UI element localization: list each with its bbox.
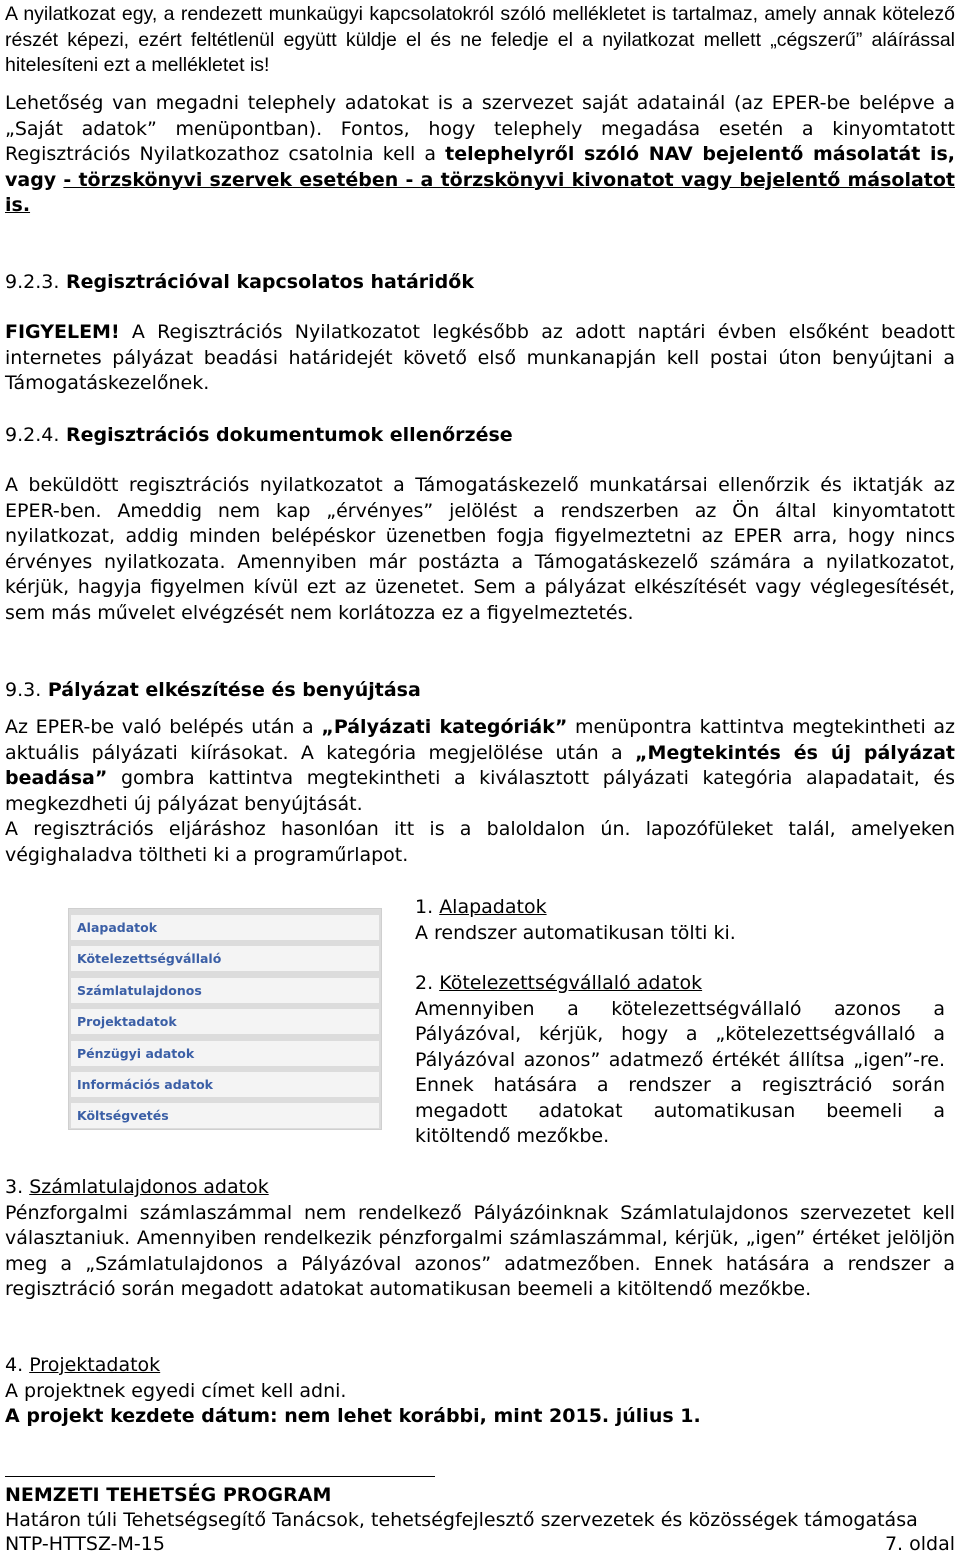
page-number: 7. oldal (884, 1533, 955, 1555)
tab-alapadatok[interactable]: Alapadatok (71, 915, 379, 940)
site-registry-bold-underline: - törzskönyvi szervek esetében - a törzskönyvi kivonatot vagy bejelentő másolatot is. (5, 168, 955, 216)
section-number: 9.2.4. (5, 424, 60, 446)
tab-penzugyi-adatok[interactable]: Pénzügyi adatok (71, 1041, 379, 1066)
step-2 (415, 971, 945, 1150)
form-tabs-panel (68, 908, 382, 1130)
step-number: 2. (415, 972, 434, 994)
tab-kotelezettsegvallalo[interactable]: Kötelezettségvállaló (71, 946, 379, 971)
tab-informacios-adatok[interactable]: Információs adatok (71, 1072, 379, 1097)
step-title: Kötelezettségvállaló adatok (439, 972, 703, 994)
deadline-text: A Regisztrációs Nyilatkozatot legkésőbb az adott naptári évben elsőként beadott internetes pályázat beadási határidejét követő első munkanapján kell postai úton benyújtani a Támogatáskezelőnek. (5, 321, 955, 394)
intro-paragraph-site (5, 91, 955, 219)
categories-menu-bold: „Pályázati kategóriák” (321, 716, 568, 738)
tabs-text: A regisztrációs eljáráshoz hasonlóan itt is a baloldalon ún. lapozófüleket talál, amelyeken végighaladva töltheti ki a programűrlapot. (5, 818, 955, 866)
section-9-3-body (5, 715, 955, 868)
step-3 (5, 1175, 955, 1303)
step-number: 3. (5, 1176, 24, 1198)
section-9-3-heading (5, 677, 955, 703)
step-title: Számlatulajdonos adatok (29, 1176, 269, 1198)
verification-text: A beküldött regisztrációs nyilatkozatot a Támogatáskezelő munkatársai ellenőrzik és iktatják az EPER-ben. Ameddig nem kap „érvényes” jelölést a rendszerben az Ön által kinyomtatott nyilatkozat, addig minden belépéskor üzenetben fogja figyelmeztetni az EPER arra, hogy nincs érvényes nyilatkozata. Amennyiben már postázta a Támogatáskezelő számára a nyilatkozatot, kérjük, hagyja figyelmen kívül ezt az üzenetet. Sem a pályázat elkészítését vagy véglegesítését, sem más művelet elvégzését nem korlátozza ez a figyelmeztetés. (5, 474, 955, 624)
step-4 (5, 1353, 955, 1430)
section-9-2-3-body (5, 320, 955, 397)
intro-paragraph-attachment (5, 2, 955, 79)
step-title: Alapadatok (439, 896, 547, 918)
site-text: Lehetőség van megadni telephely adatokat is a szervezet saját adatainál (az EPER-be belépve a „Saját adatok” menüpontban). Fontos, hogy telephely megadása esetén a kinyomtatott Regisztrációs Nyilatkozathoz csatolnia kell a (5, 92, 955, 165)
intro-text: A nyilatkozat egy, a rendezett munkaügyi kapcsolatokról szóló mellékletet is tartalmaz, amely annak kötelező részét képezi, ezért feltétlenül együtt küldje el és ne feledje el a nyilatkozat mellett „cégszerű” aláírással hitelesíteni ezt a mellékletet is! (5, 3, 955, 76)
tab-koltsegvetes[interactable]: Költségvetés (71, 1103, 379, 1128)
project-start-date-bold: A projekt kezdete dátum: nem lehet korábbi, mint 2015. július 1. (5, 1405, 701, 1427)
tab-szamlatulajdonos[interactable]: Számlatulajdonos (71, 978, 379, 1003)
footer-program-title: NEMZETI TEHETSÉG PROGRAM (5, 1484, 332, 1506)
view-submit-bold: „Megtekintés és új pályázat beadása” (5, 741, 955, 789)
step-number: 1. (415, 896, 434, 918)
warning-label: FIGYELEM! (5, 321, 120, 343)
step-title: Projektadatok (29, 1354, 161, 1376)
submission-text-1: Az EPER-be való belépés után a (5, 716, 322, 738)
step-text: A projektnek egyedi címet kell adni. (5, 1379, 347, 1402)
section-9-2-3-heading (5, 269, 955, 295)
section-title: Regisztrációs dokumentumok ellenőrzése (66, 424, 513, 446)
step-number: 4. (5, 1354, 24, 1376)
section-number: 9.2.3. (5, 271, 60, 293)
section-number: 9.3. (5, 679, 42, 701)
step-text: Amennyiben a kötelezettségvállaló azonos a Pályázóval, kérjük, hogy a „kötelezettségvállaló a Pályázóval azonos” adatmező értékét állítsa „igen”-re. Ennek hatására a rendszer a regisztráció során megadott adatokat automatikusan beemeli a kitöltendő mezőkbe. (415, 997, 945, 1147)
footer-code: NTP-HTTSZ-M-15 (5, 1533, 165, 1555)
section-title: Pályázat elkészítése és benyújtása (47, 679, 421, 701)
section-9-2-4-body (5, 473, 955, 626)
submission-text-3: gombra kattintva megtekintheti a kiválasztott pályázati kategória alapadatait, és megkezdheti új pályázat benyújtását. (5, 767, 955, 815)
step-text: Pénzforgalmi számlaszámmal nem rendelkező Pályázóinknak Számlatulajdonos szervezetet kell választaniuk. Amennyiben rendelkezik pénzforgalmi számlaszámmal, kérjük, „igen” értéket jelöljön meg a „Számlatulajdonos a Pályázóval azonos” adatmezőben. Ennek hatására a rendszer a regisztráció során megadott adatokat automatikusan beemeli a kitöltendő mezőkbe. (5, 1201, 955, 1300)
footer-subtitle: Határon túli Tehetségsegítő Tanácsok, tehetségfejlesztő szervezetek és közösségek támogatása (5, 1509, 918, 1531)
footer-divider (5, 1476, 435, 1477)
step-text: A rendszer automatikusan tölti ki. (415, 921, 736, 944)
step-1 (415, 895, 945, 946)
section-title: Regisztrációval kapcsolatos határidők (66, 271, 474, 293)
section-9-2-4-heading (5, 422, 955, 448)
submission-text-2: menüpontra kattintva megtekintheti az aktuális pályázati kiírásokat. A kategória megjelölése után a (5, 716, 955, 764)
tab-projektadatok[interactable]: Projektadatok (71, 1009, 379, 1034)
site-nav-bold: telephelyről szóló NAV bejelentő másolatát is, vagy (5, 143, 955, 191)
